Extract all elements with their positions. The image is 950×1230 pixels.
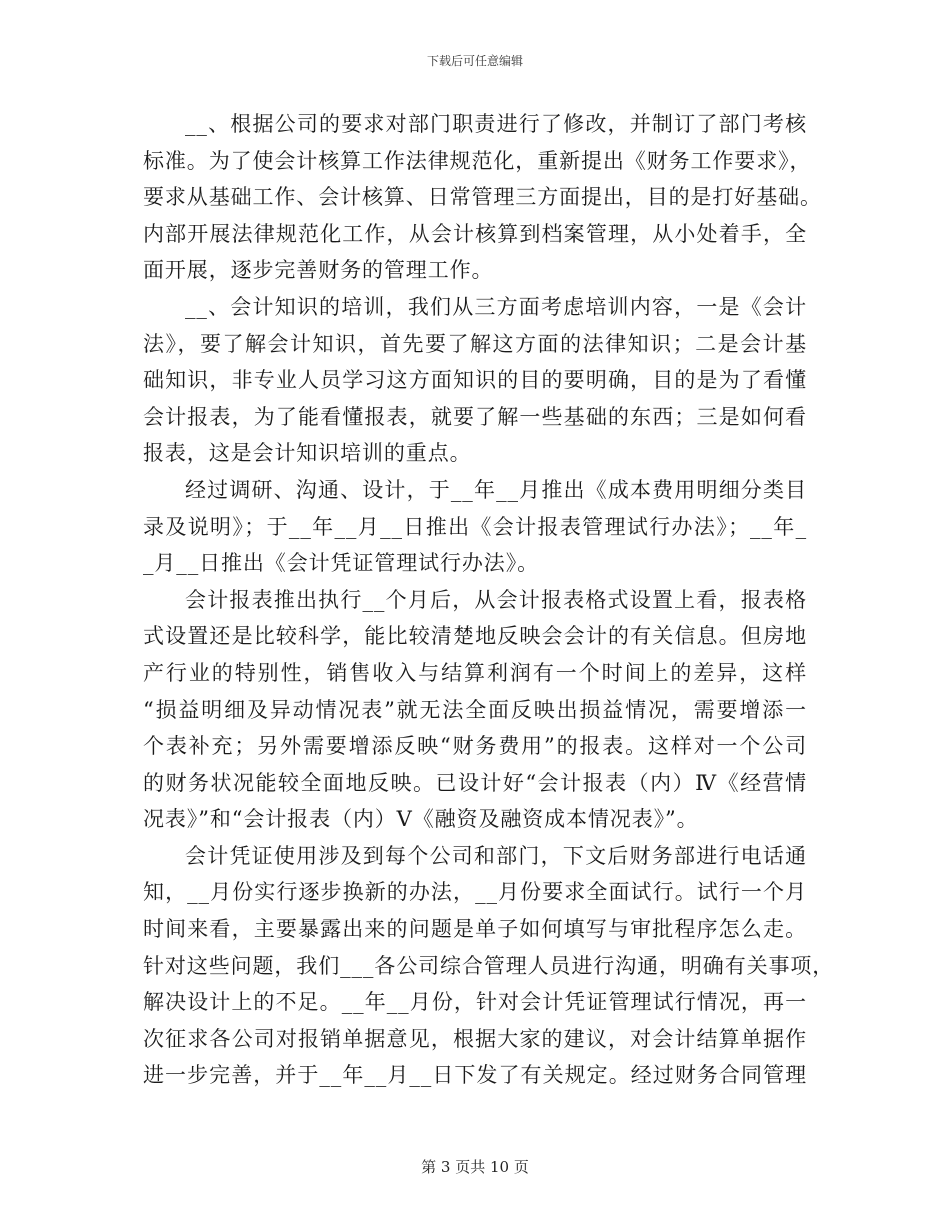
text-line: 要求从基础工作、会计核算、日常管理三方面提出，目的是打好基础。 (143, 185, 822, 210)
text-line: 会计报表，为了能看懂报表，就要了解一些基础的东西；三是如何看 (143, 404, 807, 429)
paragraph (143, 838, 835, 1094)
text-line: 个表补充；另外需要增添反映“财务费用”的报表。这样对一个公司 (143, 734, 807, 759)
text-line: _月__日推出《会计凭证管理试行办法》。 (143, 551, 539, 576)
text-line: 的财务状况能较全面地反映。已设计好“会计报表（内）Ⅳ《经营情 (143, 770, 807, 795)
text-line: 录及说明》；于__年__月__日推出《会计报表管理试行办法》；__年_ (143, 514, 807, 539)
paragraph (143, 582, 807, 838)
paragraph (143, 289, 807, 472)
text-line: 知，__月份实行逐步换新的办法，__月份要求全面试行。试行一个月 (143, 880, 807, 905)
text-line: 会计报表推出执行__个月后，从会计报表格式设置上看，报表格 (185, 587, 807, 612)
text-line: 解决设计上的不足。__年__月份，针对会计凭证管理试行情况，再一 (143, 990, 807, 1015)
document-body (143, 106, 835, 1094)
paragraph (143, 106, 822, 289)
paragraph (143, 472, 807, 582)
text-line: 次征求各公司对报销单据意见，根据大家的建议，对会计结算单据作 (143, 1026, 807, 1051)
text-line: “损益明细及异动情况表”就无法全面反映出损益情况，需要增添一 (143, 697, 807, 722)
text-line: __、根据公司的要求对部门职责进行了修改，并制订了部门考核 (185, 112, 807, 136)
text-line: 法》，要了解会计知识，首先要了解这方面的法律知识；二是会计基 (143, 331, 807, 356)
text-line: 标准。为了使会计核算工作法律规范化，重新提出《财务工作要求》， (143, 148, 812, 173)
text-line: 经过调研、沟通、设计，于__年__月推出《成本费用明细分类目 (185, 477, 807, 502)
text-line: 础知识，非专业人员学习这方面知识的目的要明确，目的是为了看懂 (143, 368, 807, 393)
text-line: 时间来看，主要暴露出来的问题是单子如何填写与审批程序怎么走。 (143, 917, 807, 942)
text-line: 进一步完善，并于__年__月__日下发了有关规定。经过财务合同管理 (143, 1063, 807, 1088)
text-line: 内部开展法律规范化工作，从会计核算到档案管理，从小处着手，全 (143, 221, 807, 246)
text-line: 会计凭证使用涉及到每个公司和部门，下文后财务部进行电话通 (185, 843, 807, 868)
page-number: 第 3 页共 10 页 (421, 1158, 529, 1176)
text-line: 产行业的特别性，销售收入与结算利润有一个时间上的差异，这样 (143, 660, 807, 685)
page-header: 下载后可任意编辑 (426, 54, 523, 68)
text-line: 针对这些问题，我们___各公司综合管理人员进行沟通，明确有关事项， (143, 953, 835, 978)
text-line: 况表》”和“会计报表（内）Ⅴ《融资及融资成本情况表》”。 (143, 807, 699, 832)
text-line: 报表，这是会计知识培训的重点。 (143, 441, 472, 466)
text-line: 面开展，逐步完善财务的管理工作。 (143, 258, 494, 283)
text-line: 式设置还是比较科学，能比较清楚地反映会会计的有关信息。但房地 (143, 624, 807, 649)
text-line: __、会计知识的培训，我们从三方面考虑培训内容，一是《会计 (185, 294, 807, 319)
